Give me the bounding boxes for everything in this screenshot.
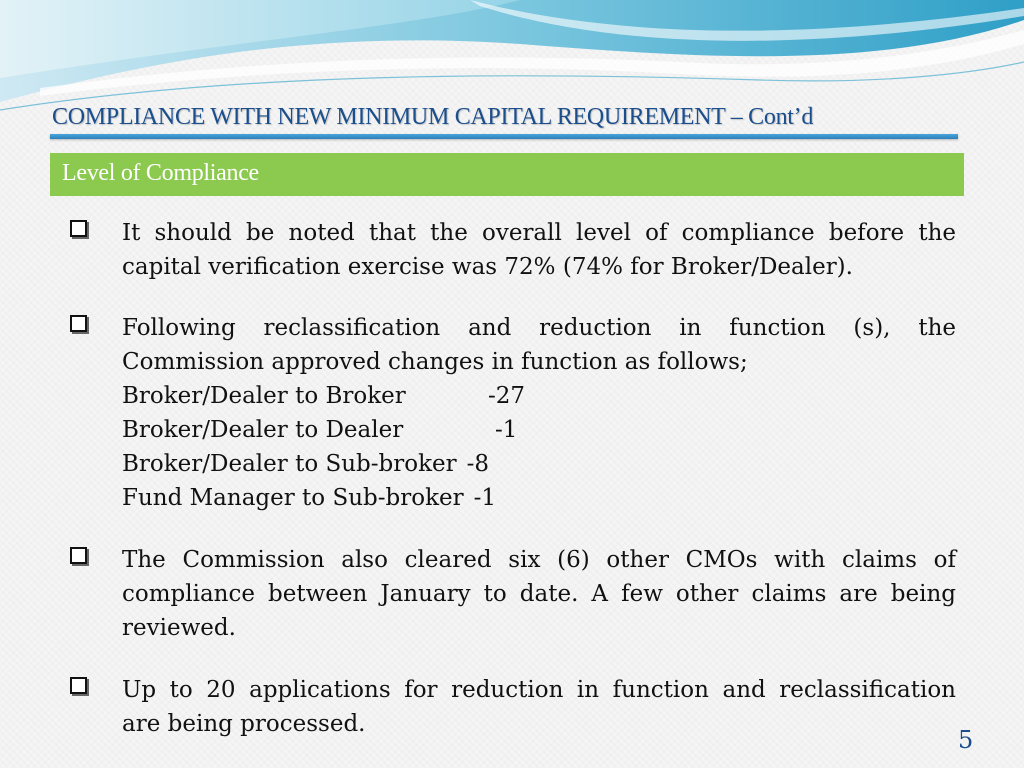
change-value: -8 [466, 451, 490, 477]
bullet-1-line-1: It should be noted that the overall level of compliance before the [122, 220, 956, 246]
bullet-3-line-2: compliance between January to date. A few other claims are being [122, 581, 956, 607]
change-row [122, 379, 956, 413]
change-value: -1 [495, 417, 518, 443]
bullet-1 [70, 216, 956, 284]
bullet-3-line-3: reviewed. [122, 615, 236, 641]
change-label: Broker/Dealer to Broker [122, 383, 406, 409]
change-row [122, 413, 956, 447]
bullet-3-line-1: The Commission also cleared six (6) other CMOs with claims of [122, 547, 956, 573]
change-value: -1 [473, 485, 497, 511]
bullet-1-line-2: capital verification exercise was 72% (74% for Broker/Dealer). [122, 254, 853, 280]
checkbox-bullet-icon [70, 547, 87, 564]
change-row [122, 481, 956, 515]
checkbox-bullet-icon [70, 677, 87, 694]
page-number: 5 [958, 726, 974, 754]
bullet-3 [70, 543, 956, 645]
subtitle-text: Level of Compliance [62, 160, 259, 186]
header-wave-decoration [0, 0, 1024, 120]
change-row [122, 447, 956, 481]
bullet-4 [70, 673, 956, 741]
change-value: -27 [488, 383, 526, 409]
change-label: Broker/Dealer to Sub-broker [122, 451, 457, 477]
change-label: Broker/Dealer to Dealer [122, 417, 404, 443]
title-underline [50, 134, 958, 139]
subtitle-bar [50, 153, 964, 196]
checkbox-bullet-icon [70, 315, 87, 332]
bullet-2-line-1: Following reclassification and reduction in function (s), the [122, 315, 956, 341]
bullet-2 [70, 311, 956, 515]
slide-title: COMPLIANCE WITH NEW MINIMUM CAPITAL REQUIREMENT – Cont’d [52, 104, 814, 130]
change-label: Fund Manager to Sub-broker [122, 485, 464, 511]
bullet-2-line-2: Commission approved changes in function as follows; [122, 349, 748, 375]
bullet-4-line-2: are being processed. [122, 711, 366, 737]
bullet-4-line-1: Up to 20 applications for reduction in function and reclassification [122, 677, 956, 703]
checkbox-bullet-icon [70, 220, 87, 237]
